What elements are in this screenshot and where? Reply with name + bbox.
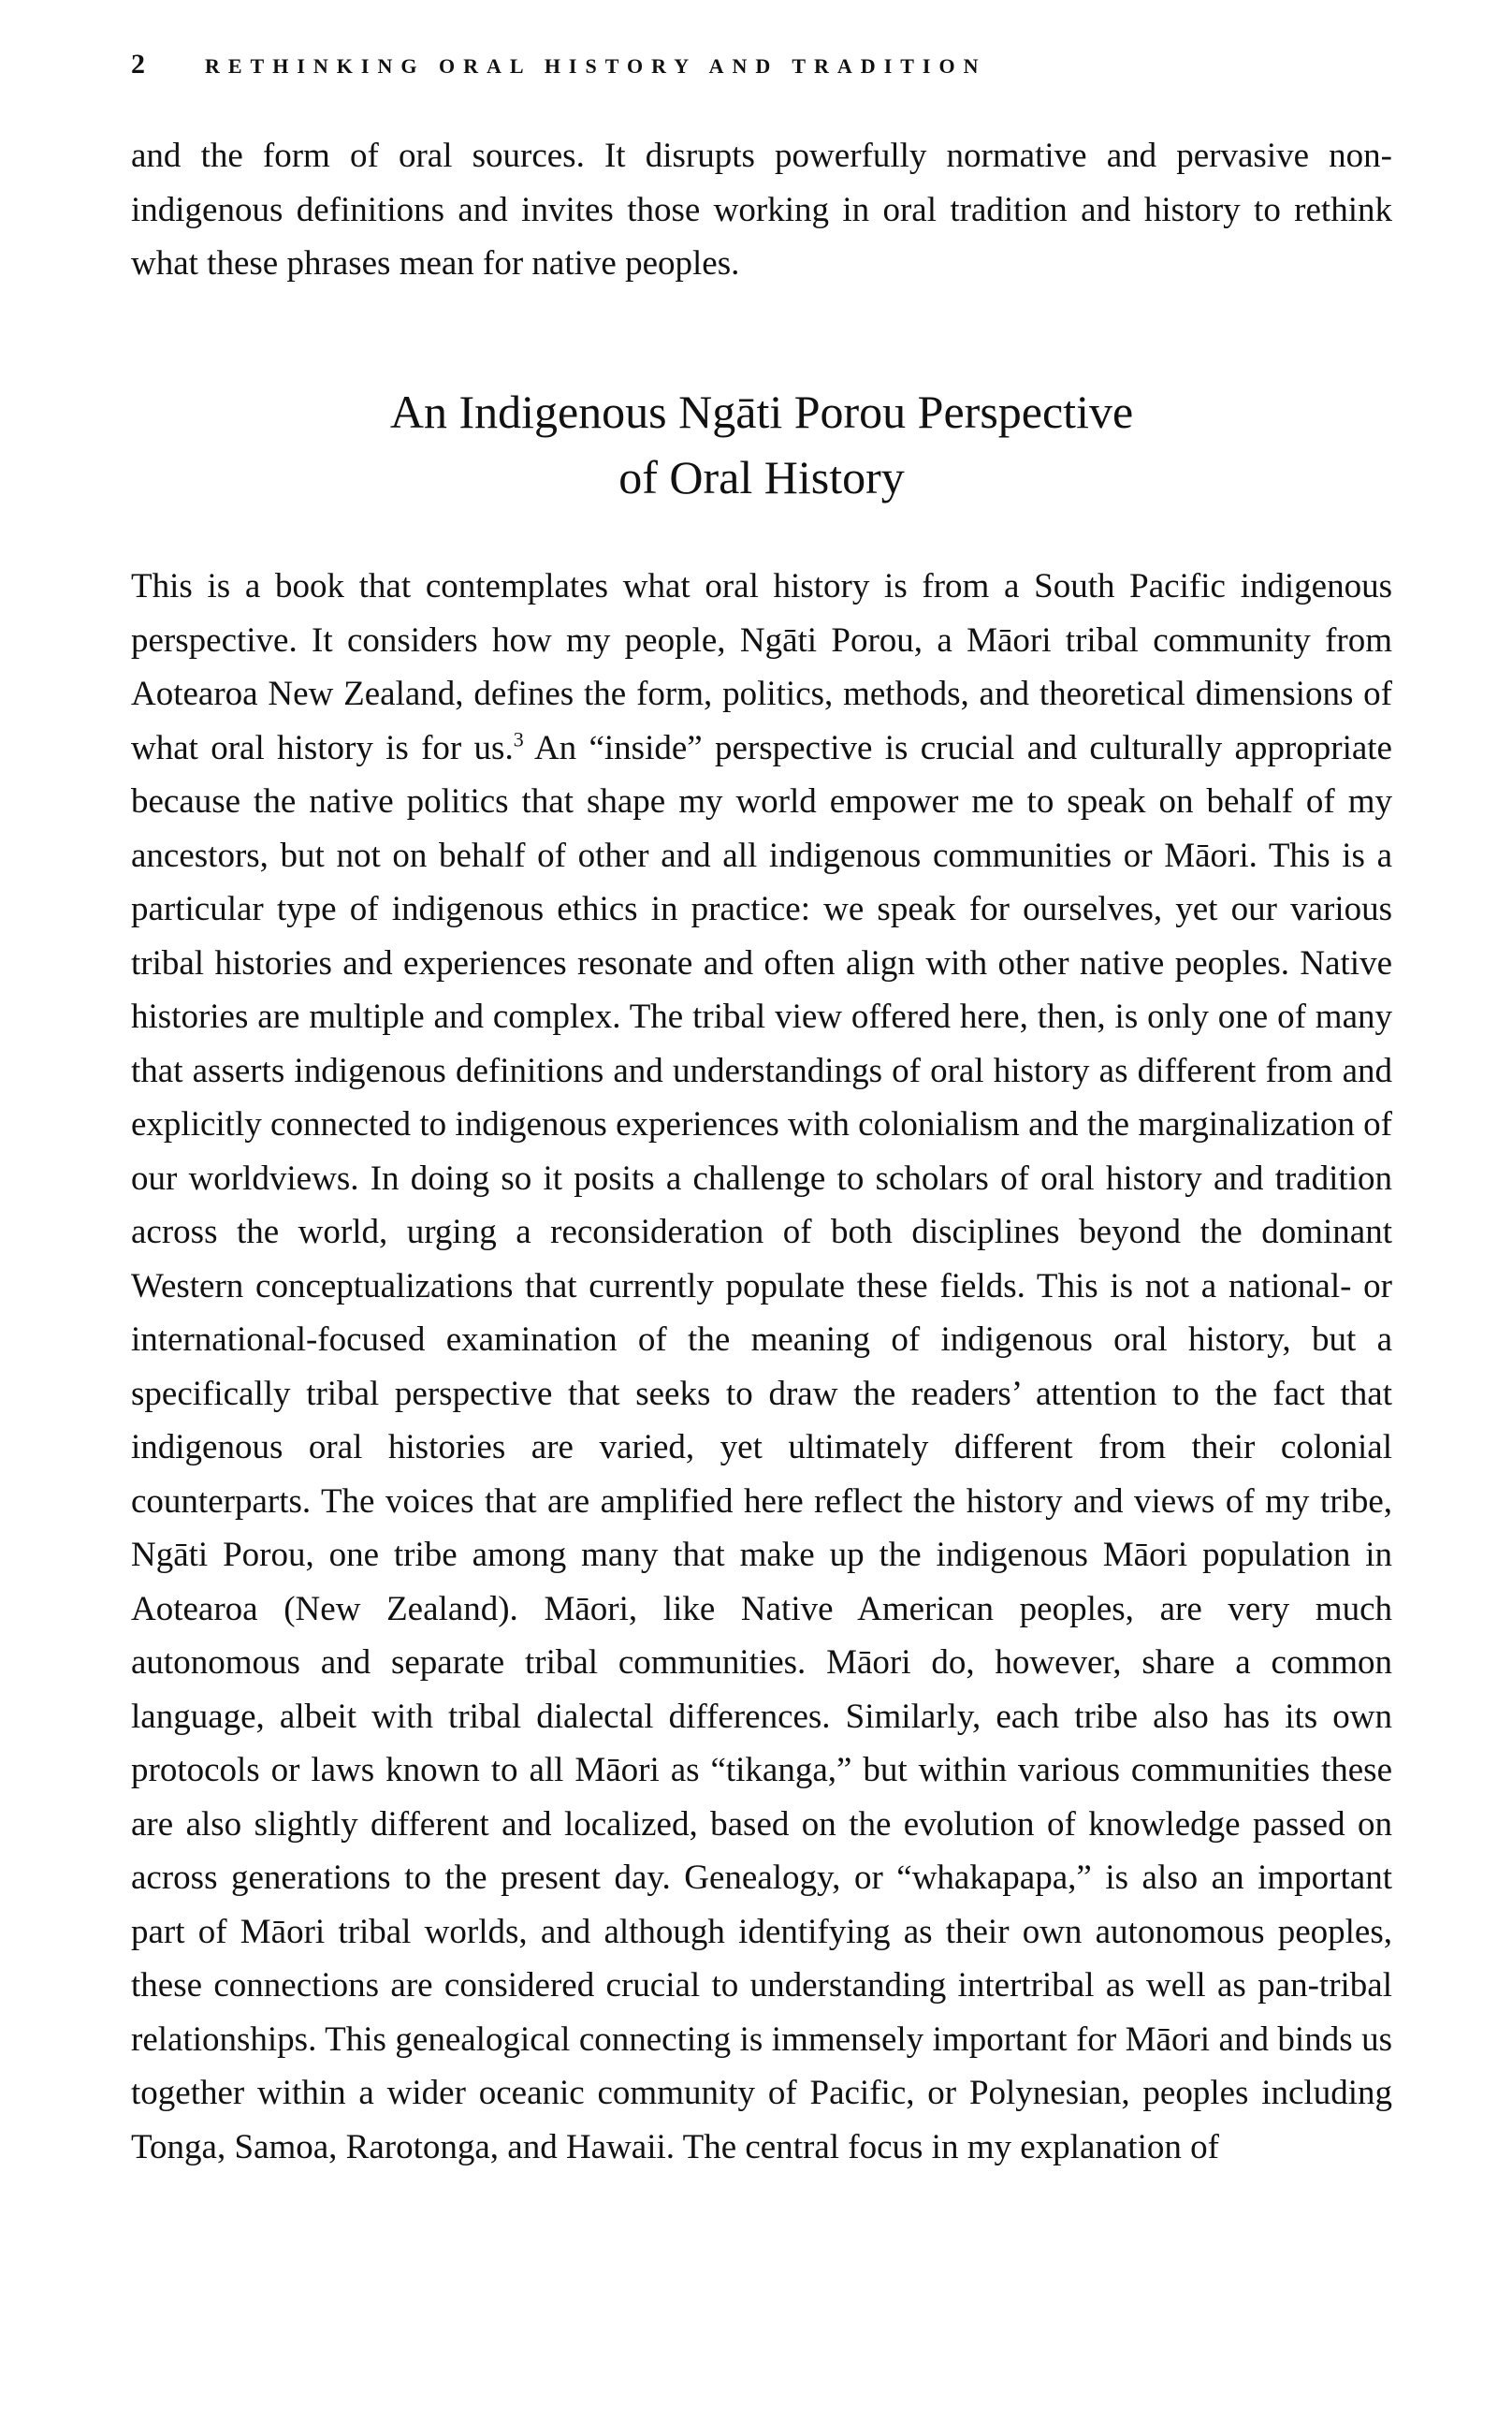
section-heading (131, 379, 1392, 510)
page-number: 2 (131, 49, 145, 80)
section-heading-line-1: An Indigenous Ngāti Porou Perspective (389, 386, 1134, 438)
section-heading-line-2: of Oral History (618, 451, 905, 503)
running-head (131, 49, 987, 86)
footnote-marker[interactable]: 3 (513, 727, 524, 751)
running-title: RETHINKING ORAL HISTORY AND TRADITION (205, 54, 987, 78)
opening-paragraph: and the form of oral sources. It disrupts powerfully normative and pervasive non-indigenous definitions and invites those working in oral tradition and history to rethink what these phrases mean for native peoples. (131, 137, 1392, 283)
main-paragraph-part-2: An “inside” perspective is crucial and culturally appropriate because the native politics that shape my world empower me to speak on behalf of my ancestors, but not on behalf of other and all indigenous communities or Māori. This is a particular type of indigenous ethics in practice: we speak for ourselves, yet our various tribal histories and experiences resonate and often align with other native peoples. Native histories are multiple and complex. The tribal view offered here, then, is only one of many that asserts indigenous definitions and understandings of oral history as different from and explicitly connected to indigenous experiences with colonialism and the marginalization of our worldviews. In doing so it posits a challenge to scholars of oral history and tradition across the world, urging a reconsideration of both disciplines beyond the dominant Western conceptualizations that currently populate these fields. This is not a national- or international-focused examination of the meaning of indigenous oral history, but a specifically tribal perspective that seeks to draw the readers’ attention to the fact that indigenous oral histories are varied, yet ultimately different from their colonial counterparts. The voices that are amplified here reflect the history and views of my tribe, Ngāti Porou, one tribe among many that make up the indigenous Māori population in Aotearoa (New Zealand). Māori, like Native American peoples, are very much autonomous and separate tribal communities. Māori do, however, share a common language, albeit with tribal dialectal differences. Similarly, each tribe also has its own protocols or laws known to all Māori as “tikanga,” but within various communities these are also slightly different and localized, based on the evolution of knowledge passed on across generations to the present day. Genealogy, or “whakapapa,” is also an important part of Māori tribal worlds, and although identifying as their own autonomous peoples, these connections are considered crucial to understanding intertribal as well as pan-tribal relationships. This genealogical connecting is immensely important for Māori and binds us together within a wider oceanic community of Pacific, or Polynesian, peoples including Tonga, Samoa, Rarotonga, and Hawaii. The central focus in my explanation of (131, 728, 1392, 2166)
main-paragraph (131, 560, 1392, 2174)
main-paragraph-part-1: This is a book that contemplates what oral history is from a South Pacific indigenous perspective. It considers how my people, Ngāti Porou, a Māori tribal community from Aotearoa New Zealand, defines the form, politics, methods, and theoretical dimensions of what oral history is for us. (131, 567, 1392, 767)
